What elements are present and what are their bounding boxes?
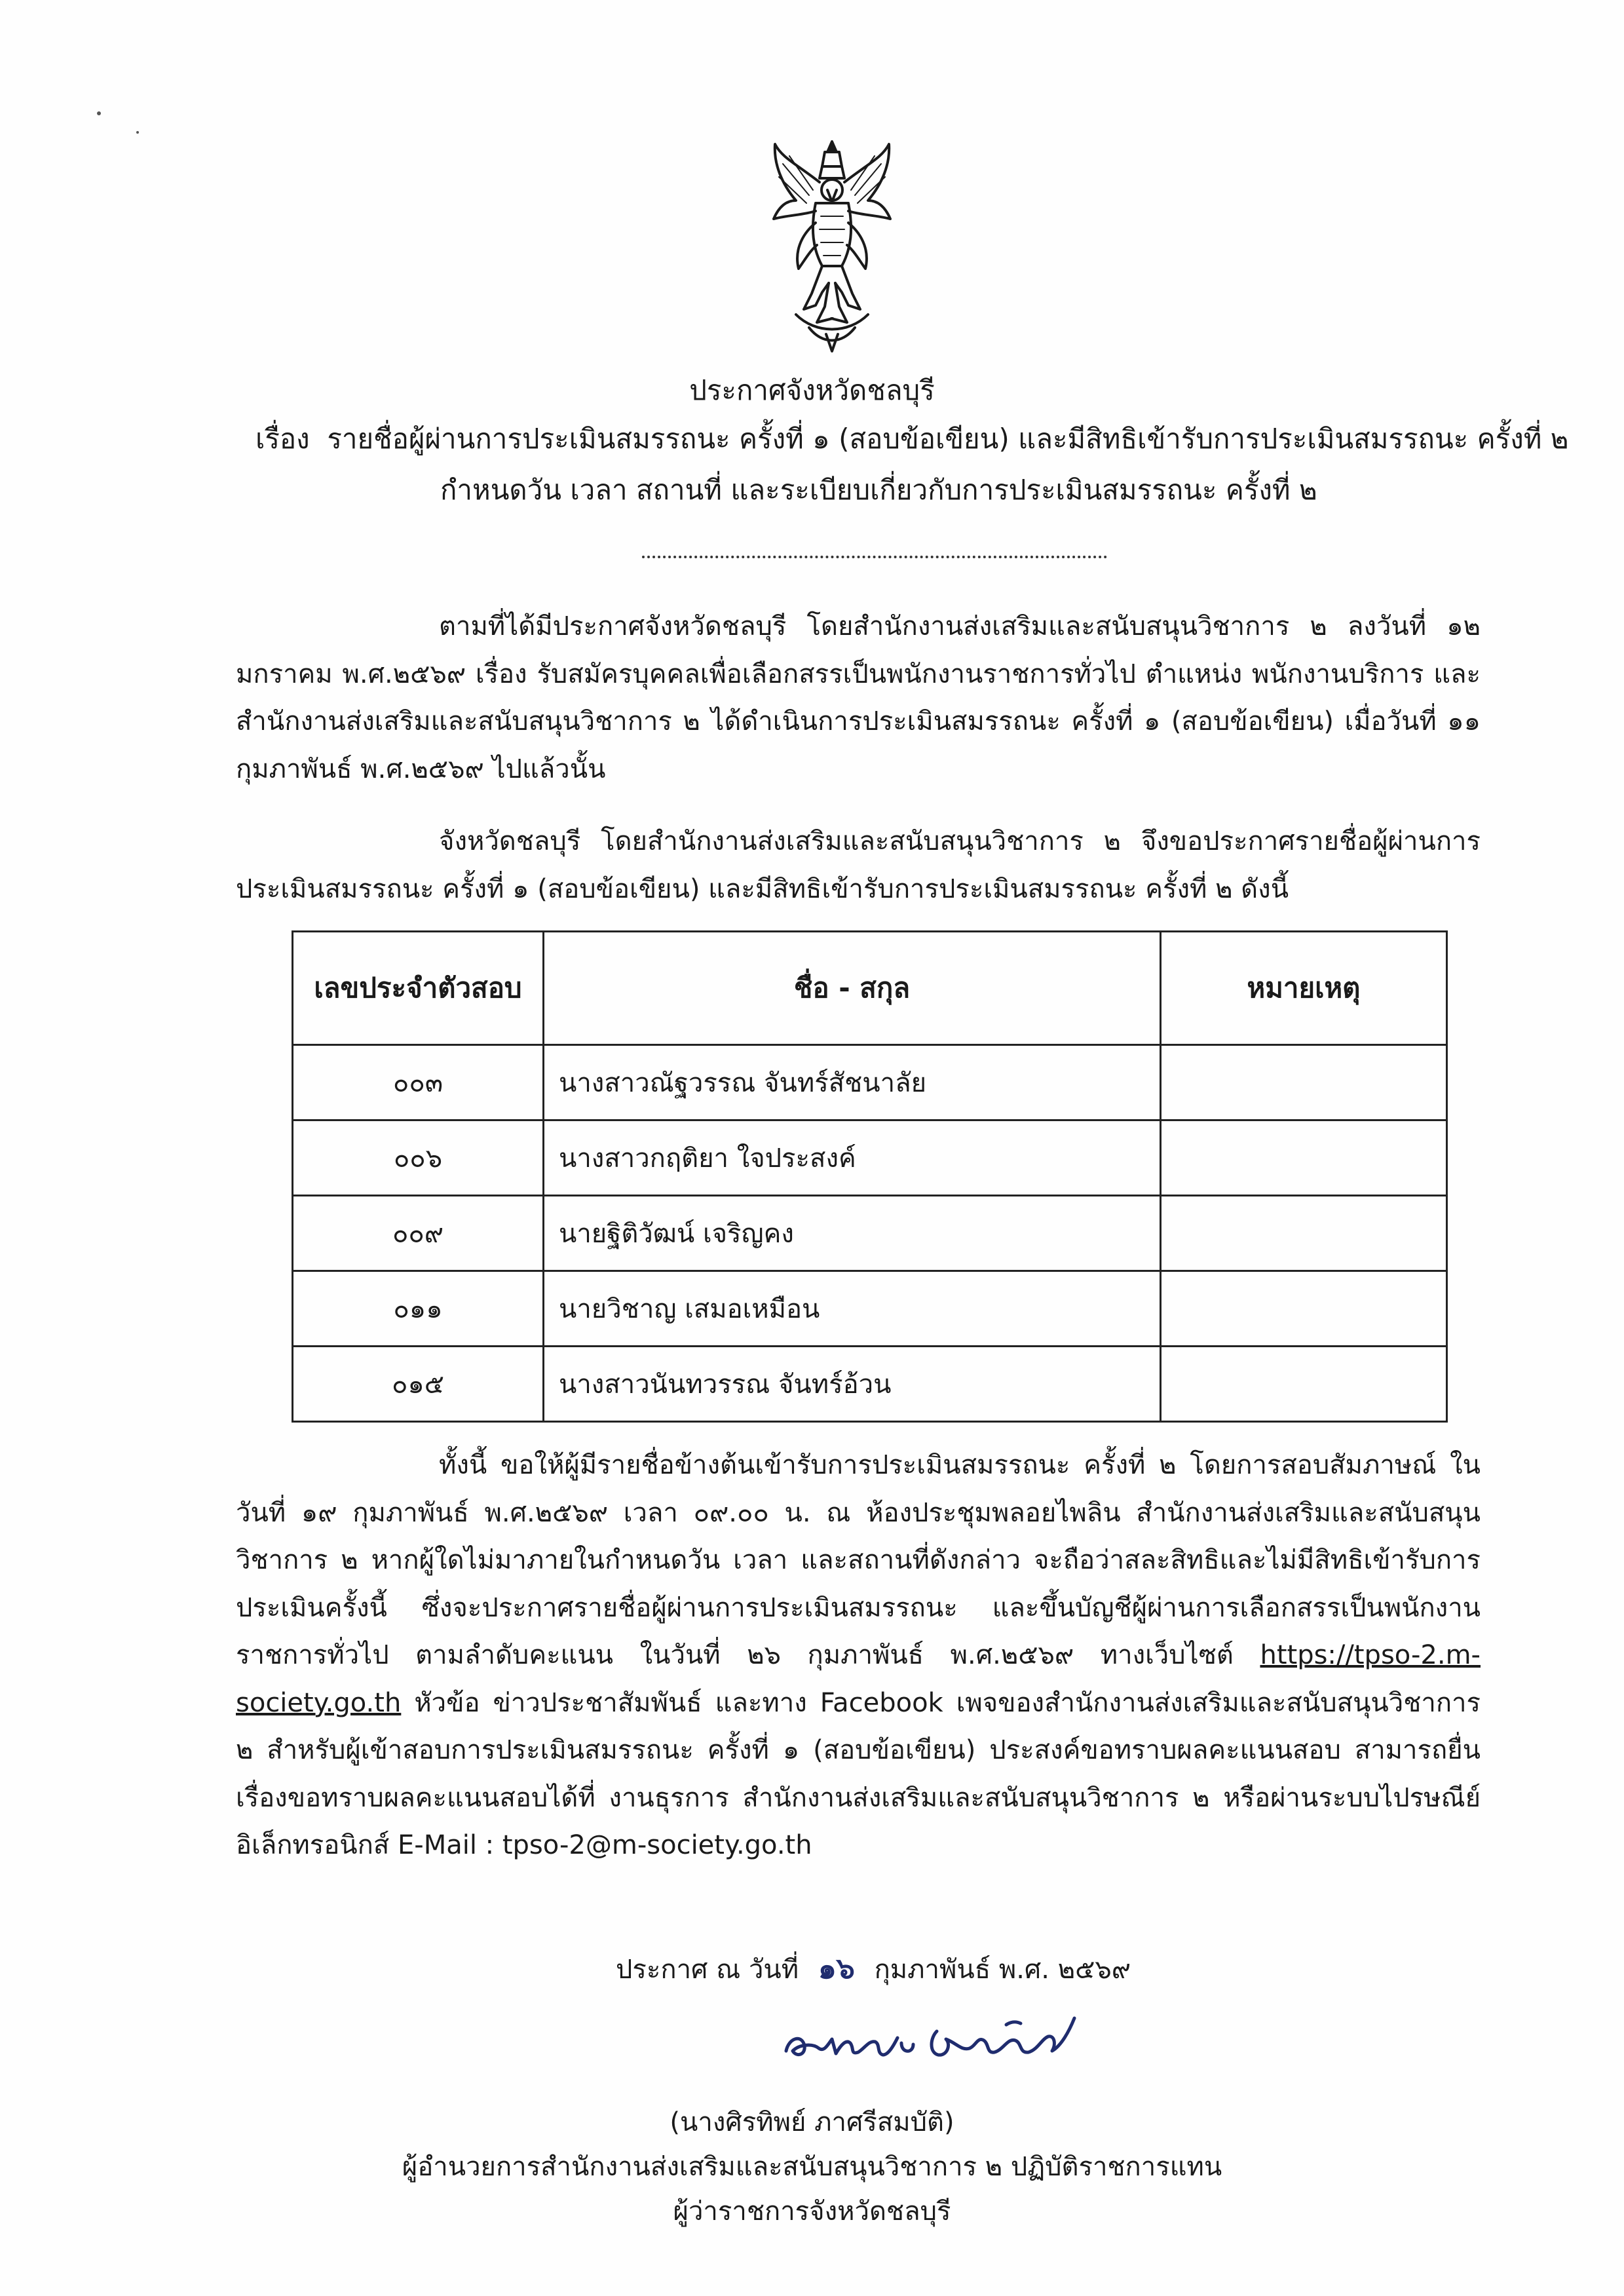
body-paragraph-3 [236,1442,1481,1869]
name-cell: นายฐิติวัฒน์ เจริญคง [544,1196,1161,1271]
remark-cell [1161,1120,1447,1196]
exam-id-cell: ๐๑๑ [293,1271,544,1347]
remark-cell [1161,1045,1447,1120]
handwritten-signature-icon [773,2005,1087,2077]
subject-line-1 [255,419,1568,459]
garuda-emblem-icon [770,138,894,354]
candidate-table [292,930,1448,1423]
paragraph-3-tail: หัวข้อ ข่าวประชาสัมพันธ์ และทาง Facebook เพจของสำนักงานส่งเสริมและสนับสนุนวิชาการ ๒ สำหรับผู้เข้าสอบการประเมินสมรรถนะ ครั้งที่ ๑ (สอบข้อเขียน) ประสงค์ขอทราบผลคะแนนสอบ สามารถยื่นเรื่องขอทราบผลคะแนนสอบได้ที่ งานธุรการ สำนักงานส่งเสริมและสนับสนุนวิชาการ ๒ หรือผ่านระบบไปรษณีย์อิเล็กทรอนิกส์ E-Mail : tpso-2@m-society.go.th [236,1687,1481,1860]
signatory-position-line-2: ผู้ว่าราชการจังหวัดชลบุรี [673,2196,951,2227]
header-exam-id: เลขประจำตัวสอบ [293,932,544,1045]
name-cell: นางสาวณัฐวรรณ จันทร์สัชนาลัย [544,1045,1161,1120]
issue-month-year: กุมภาพันธ์ พ.ศ. ๒๕๖๙ [874,1955,1131,1985]
name-cell: นางสาวนันทวรรณ จันทร์อ้วน [544,1347,1161,1422]
issue-date-line [616,1949,1131,1989]
header-remark: หมายเหตุ [1161,932,1447,1045]
name-cell: นายวิชาญ เสมอเหมือน [544,1271,1161,1347]
table-row [293,1045,1447,1120]
remark-cell [1161,1196,1447,1271]
issue-date-prefix: ประกาศ ณ วันที่ [616,1955,799,1985]
name-cell: นางสาวกฤติยา ใจประสงค์ [544,1120,1161,1196]
table-row [293,1347,1447,1422]
remark-cell [1161,1271,1447,1347]
table-row [293,1271,1447,1347]
announcement-title: ประกาศจังหวัดชลบุรี [689,374,935,406]
header-full-name: ชื่อ - สกุล [544,932,1161,1045]
remark-cell [1161,1347,1447,1422]
signatory-position-line-1: ผู้อำนวยการสำนักงานส่งเสริมและสนับสนุนวิชาการ ๒ ปฏิบัติราชการแทน [402,2152,1222,2182]
paragraph-3-text: ทั้งนี้ ขอให้ผู้มีรายชื่อข้างต้นเข้ารับการประเมินสมรรถนะ ครั้งที่ ๒ โดยการสอบสัมภาษณ์ ในวันที่ ๑๙ กุมภาพันธ์ พ.ศ.๒๕๖๙ เวลา ๐๙.๐๐ น. ณ ห้องประชุมพลอยไพลิน สำนักงานส่งเสริมและสนับสนุนวิชาการ ๒ หากผู้ใดไม่มาภายในกำหนดวัน เวลา และสถานที่ดังกล่าว จะถือว่าสละสิทธิและไม่มีสิทธิเข้ารับการประเมินครั้งนี้ ซึ่งจะประกาศรายชื่อผู้ผ่านการประเมินสมรรถนะ และขึ้นบัญชีผู้ผ่านการเลือกสรรเป็นพนักงานราชการทั่วไป ตามลำดับคะแนน ในวันที่ ๒๖ กุมภาพันธ์ พ.ศ.๒๕๖๙ ทางเว็บไซต์ [236,1450,1481,1670]
table-row [293,1196,1447,1271]
separator-dotted-line [642,556,1107,558]
table-row [293,1120,1447,1196]
scan-speck [97,111,101,115]
table-header-row [293,932,1447,1045]
subject-text-1: รายชื่อผู้ผ่านการประเมินสมรรถนะ ครั้งที่ ๑ (สอบข้อเขียน) และมีสิทธิเข้ารับการประเมินสมรรถนะ ครั้งที่ ๒ [327,423,1569,455]
subject-line-2: กำหนดวัน เวลา สถานที่ และระเบียบเกี่ยวกับการประเมินสมรรถนะ ครั้งที่ ๒ [440,474,1317,506]
body-paragraph-2: จังหวัดชลบุรี โดยสำนักงานส่งเสริมและสนับสนุนวิชาการ ๒ จึงขอประกาศรายชื่อผู้ผ่านการประเมินสมรรถนะ ครั้งที่ ๑ (สอบข้อเขียน) และมีสิทธิเข้ารับการประเมินสมรรถนะ ครั้งที่ ๒ ดังนี้ [236,826,1481,904]
subject-label: เรื่อง [255,423,310,455]
exam-id-cell: ๐๐๙ [293,1196,544,1271]
issue-day-handwritten: ๑๖ [818,1952,855,1985]
website-link[interactable]: https://tpso-2.m-society.go.th [236,1640,1481,1718]
body-paragraph-1: ตามที่ได้มีประกาศจังหวัดชลบุรี โดยสำนักงานส่งเสริมและสนับสนุนวิชาการ ๒ ลงวันที่ ๑๒ มกราคม พ.ศ.๒๕๖๙ เรื่อง รับสมัครบุคคลเพื่อเลือกสรรเป็นพนักงานราชการทั่วไป ตำแหน่ง พนักงานบริการ และสำนักงานส่งเสริมและสนับสนุนวิชาการ ๒ ได้ดำเนินการประเมินสมรรถนะ ครั้งที่ ๑ (สอบข้อเขียน) เมื่อวันที่ ๑๑ กุมภาพันธ์ พ.ศ.๒๕๖๙ ไปแล้วนั้น [236,611,1481,784]
scan-speck [136,131,139,134]
exam-id-cell: ๐๑๕ [293,1347,544,1422]
exam-id-cell: ๐๐๖ [293,1120,544,1196]
signatory-name: (นางศิรทิพย์ ภาศรีสมบัติ) [670,2107,954,2137]
exam-id-cell: ๐๐๓ [293,1045,544,1120]
